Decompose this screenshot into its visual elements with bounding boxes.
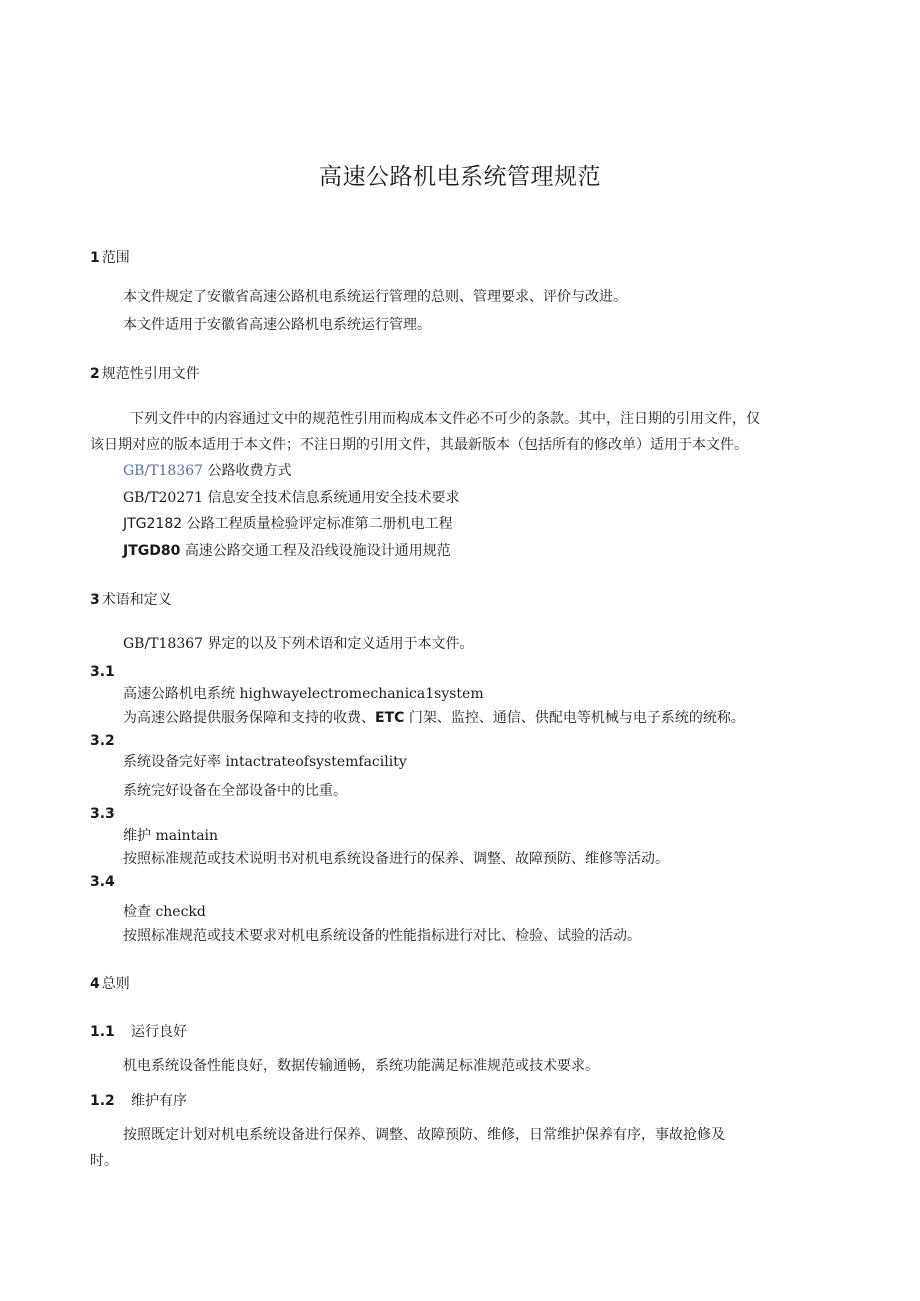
subsection-number: 1.2 [90, 1093, 115, 1109]
intro-line-2: 该日期对应的版本适用于本文件；不注日期的引用文件，其最新版本（包括所有的修改单）适用于本文件。 [90, 437, 748, 453]
subsection-heading [90, 1021, 187, 1041]
section-4-heading [90, 973, 130, 993]
reference-item [123, 513, 453, 533]
reference-code: JTGD80 [123, 543, 181, 559]
term-definition [123, 707, 745, 727]
reference-item [123, 540, 451, 560]
subsection-text-line-2: 时。 [90, 1153, 118, 1169]
term-name: 维护 maintain [123, 828, 219, 844]
reference-code: GB/T20271 [123, 490, 204, 506]
section-number: 4 [90, 976, 100, 992]
reference-item [123, 487, 460, 507]
term-number: 3.4 [90, 874, 115, 890]
term-name: 检查 checkd [123, 904, 206, 920]
term-number: 3.1 [90, 664, 115, 680]
definition-text: 门架、监控、通信、供配电等机械与电子系统的统称。 [404, 710, 745, 726]
definition-text: 为高速公路提供服务保障和支持的收费、 [123, 710, 375, 726]
section-3-intro: GB/T18367 界定的以及下列术语和定义适用于本文件。 [123, 636, 474, 652]
section-2-heading [90, 363, 200, 383]
term-definition: 按照标准规范或技术说明书对机电系统设备进行的保养、调整、故障预防、维修等活动。 [123, 851, 669, 867]
section-title: 范围 [101, 250, 130, 266]
section-1-paragraph-2: 本文件适用于安徽省高速公路机电系统运行管理。 [123, 317, 431, 333]
reference-item [123, 460, 292, 480]
subsection-number: 1.1 [90, 1024, 115, 1040]
reference-title: 高速公路交通工程及沿线设施设计通用规范 [184, 543, 451, 559]
term-number: 3.2 [90, 733, 115, 749]
section-number: 1 [90, 250, 100, 266]
definition-etc: ETC [375, 710, 405, 726]
section-1-paragraph-1: 本文件规定了安徽省高速公路机电系统运行管理的总则、管理要求、评价与改进。 [123, 289, 627, 305]
reference-title: 公路收费方式 [207, 463, 292, 479]
subsection-title: 运行良好 [131, 1024, 187, 1040]
term-name: 高速公路机电系统 highwayelectromechanica1system [123, 686, 484, 702]
subsection-title: 维护有序 [131, 1093, 187, 1109]
intro-line-1: 下列文件中的内容通过文中的规范性引用而构成本文件必不可少的条款。其中，注日期的引用文件，仅 [130, 411, 760, 427]
subsection-heading [90, 1090, 187, 1110]
term-name: 系统设备完好率 intactrateofsystemfacility [123, 754, 407, 770]
section-title: 规范性引用文件 [101, 366, 200, 382]
reference-code[interactable]: GB/T18367 [123, 463, 204, 479]
term-definition: 按照标准规范或技术要求对机电系统设备的性能指标进行对比、检验、试验的活动。 [123, 928, 641, 944]
term-definition: 系统完好设备在全部设备中的比重。 [123, 783, 347, 799]
section-title: 术语和定义 [101, 592, 172, 608]
subsection-text: 机电系统设备性能良好，数据传输通畅，系统功能满足标准规范或技术要求。 [123, 1058, 599, 1074]
section-2-intro [90, 406, 830, 458]
reference-title: 信息安全技术信息系统通用安全技术要求 [207, 490, 460, 506]
reference-title: 公路工程质量检验评定标准第二册机电工程 [186, 516, 453, 532]
section-3-heading [90, 589, 172, 609]
subsection-text-line-1: 按照既定计划对机电系统设备进行保养、调整、故障预防、维修，日常维护保养有序，事故抢修及 [123, 1127, 725, 1143]
section-1-heading [90, 247, 130, 267]
term-number: 3.3 [90, 806, 115, 822]
reference-code: JTG2182 [123, 516, 183, 532]
section-number: 3 [90, 592, 100, 608]
document-title: 高速公路机电系统管理规范 [319, 164, 601, 190]
section-title: 总则 [101, 976, 130, 992]
section-number: 2 [90, 366, 100, 382]
